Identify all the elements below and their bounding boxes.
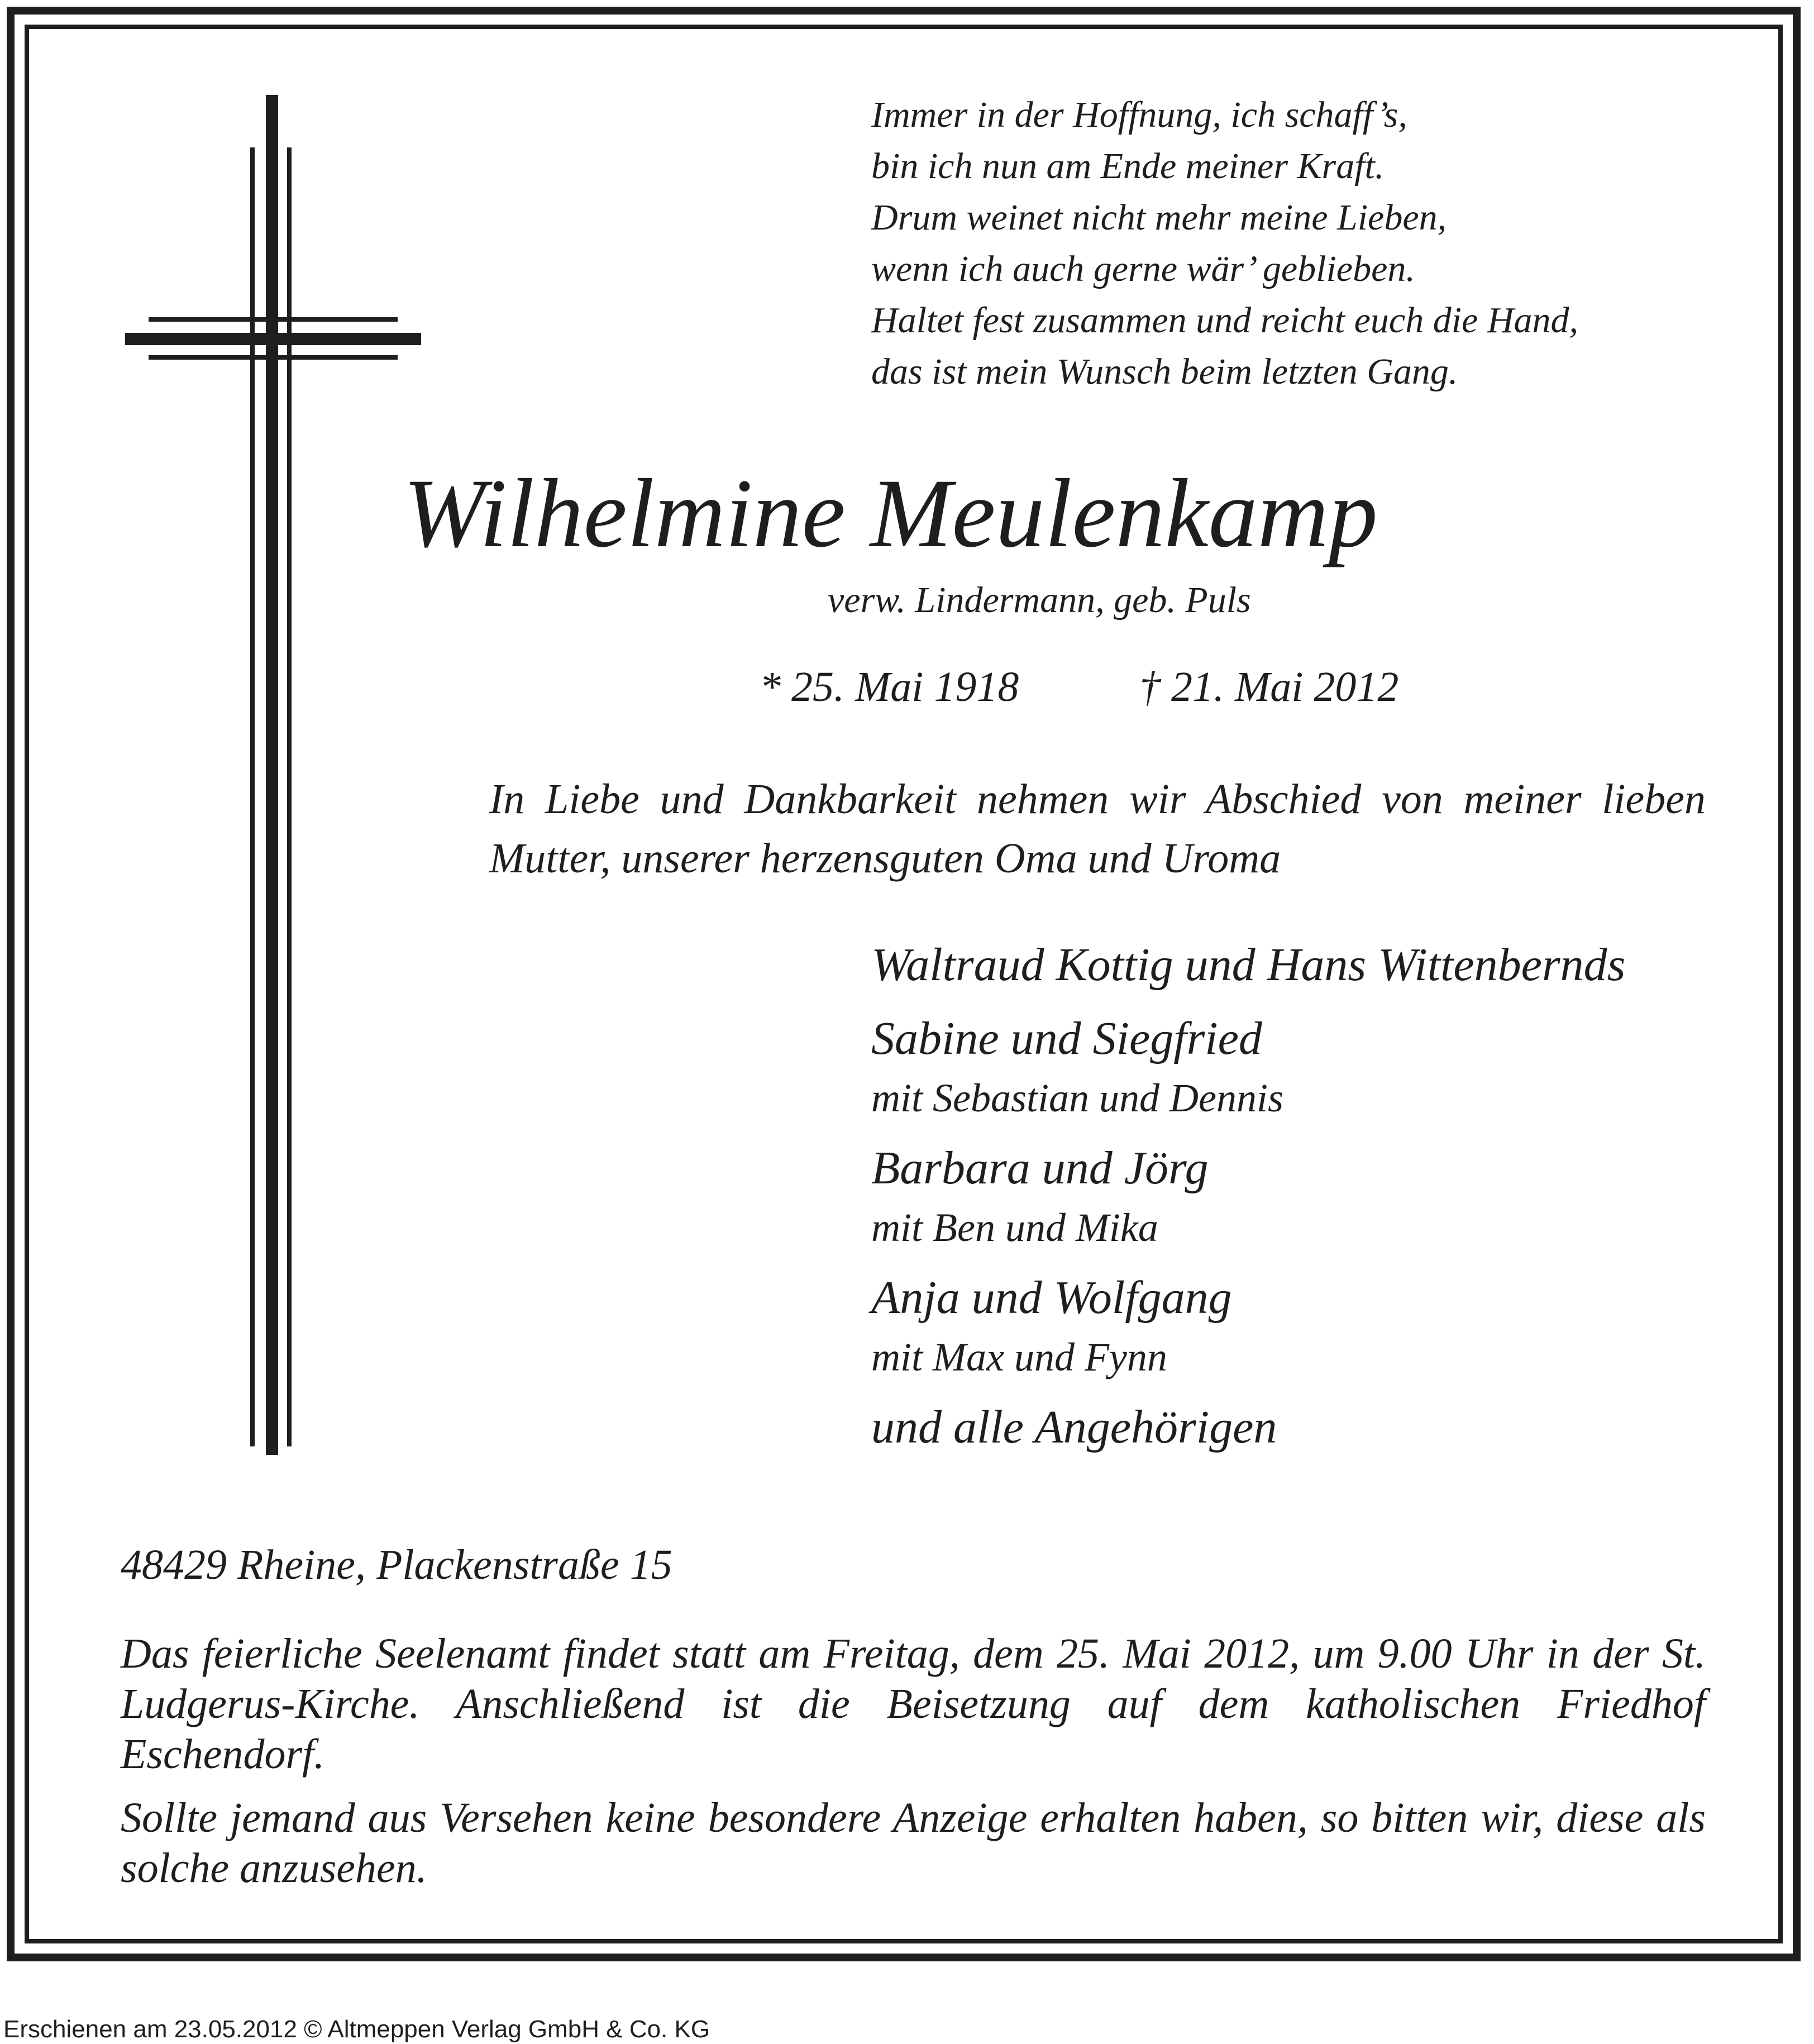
mourner-children: mit Ben und Mika: [871, 1205, 1158, 1250]
deceased-maiden-name: verw. Lindermann, geb. Puls: [828, 580, 1251, 620]
service-details: Das feierliche Seelenamt findet statt am Freitag, dem 25. Mai 2012, um 9.00 Uhr in der St. Ludgerus-Kirche. Anschließend ist die Beisetzung auf dem katholischen Friedhof Eschendorf.: [121, 1630, 1706, 1778]
address: 48429 Rheine, Plackenstraße 15: [121, 1541, 672, 1588]
poem-line: Haltet fest zusammen und reicht euch die Hand,: [871, 300, 1578, 341]
mourner-line: Anja und Wolfgang: [871, 1272, 1232, 1324]
mourner-line: Sabine und Siegfried: [871, 1013, 1262, 1064]
birth-date: * 25. Mai 1918: [760, 663, 1019, 710]
cross-main-horizontal: [125, 333, 421, 345]
poem-line: bin ich nun am Ende meiner Kraft.: [871, 146, 1385, 187]
poem-line: Drum weinet nicht mehr meine Lieben,: [871, 197, 1447, 238]
poem: [871, 89, 1578, 398]
cross-bottom-horizontal: [149, 355, 398, 360]
deceased-name: Wilhelmine Meulenkamp: [403, 459, 1378, 568]
mourners-closing: und alle Angehörigen: [871, 1401, 1277, 1453]
poem-line: wenn ich auch gerne wär’ geblieben.: [871, 249, 1415, 289]
mourner-line: Waltraud Kottig und Hans Wittenbernds: [871, 939, 1626, 991]
mourners-list: [871, 934, 1743, 1459]
mourner-children: mit Sebastian und Dennis: [871, 1076, 1283, 1120]
death-date: † 21. Mai 2012: [1139, 663, 1399, 710]
cross-top-horizontal: [149, 317, 398, 322]
poem-line: Immer in der Hoffnung, ich schaff’s,: [871, 94, 1407, 135]
cross-icon: [125, 95, 421, 1455]
mourner-children: mit Max und Fynn: [871, 1335, 1167, 1379]
farewell-text: In Liebe und Dankbarkeit nehmen wir Abschied von meiner lieben Mutter, unserer herzensguten Oma und Uroma: [489, 776, 1706, 882]
mourner-line: Barbara und Jörg: [871, 1142, 1209, 1194]
poem-line: das ist mein Wunsch beim letzten Gang.: [871, 351, 1458, 392]
publication-footer: Erschienen am 23.05.2012 © Altmeppen Verlag GmbH & Co. KG: [3, 2016, 710, 2043]
cross-main-vertical: [266, 95, 278, 1455]
notice-text: Sollte jemand aus Versehen keine besondere Anzeige erhalten haben, so bitten wir, diese als solche anzusehen.: [121, 1794, 1706, 1892]
